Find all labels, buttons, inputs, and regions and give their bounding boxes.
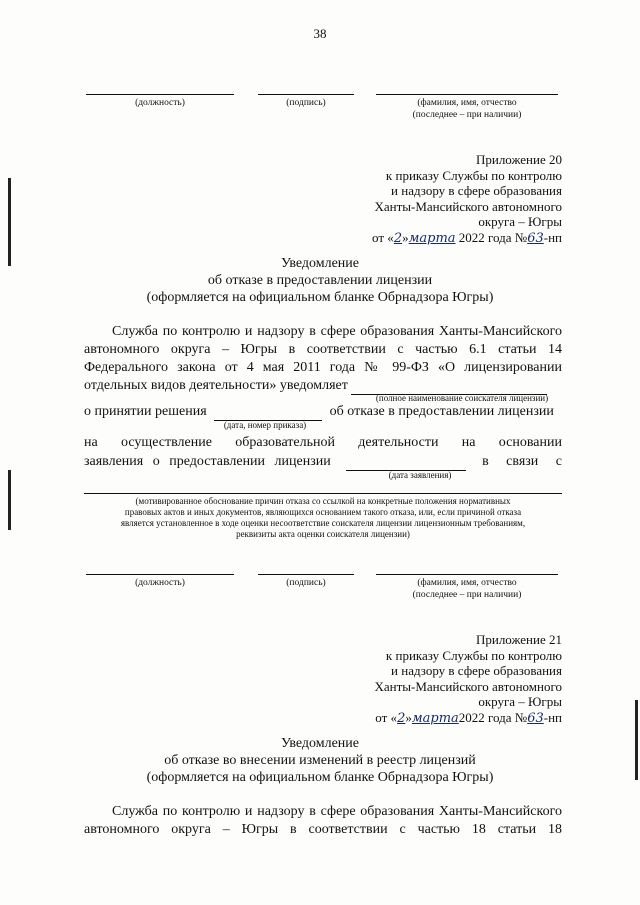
name-line — [376, 94, 558, 95]
appendix-header — [372, 152, 562, 246]
handwritten-month: марта — [408, 230, 456, 246]
handwritten-day: 2 — [393, 230, 403, 246]
appendix-line: и надзору в сфере образования — [391, 663, 562, 678]
appendix-line: Ханты-Мансийского автономного — [374, 678, 562, 694]
appendix-line: к приказу Службы по контролю — [385, 647, 562, 663]
body-line: отдельных видов деятельности» уведомляет — [84, 377, 562, 395]
reason-line — [84, 493, 562, 494]
body-line: автономного округа – Югры в соответствии с частью 6.1 статьи 14 — [84, 342, 562, 357]
notice-title: Уведомление — [280, 736, 359, 751]
notice-form-note: (оформляется на официальном бланке Обрнадзора Югры) — [146, 770, 494, 785]
name-label: (фамилия, имя, отчество — [417, 98, 517, 108]
notice-body — [84, 803, 562, 839]
appendix-line: и надзору в сфере образования — [391, 183, 562, 198]
page-number: 38 — [313, 26, 327, 41]
position-line — [86, 574, 234, 575]
position-line — [86, 94, 234, 95]
notice-subtitle: об отказе в предоставлении лицензии — [207, 273, 433, 288]
appendix-line: округа – Югры — [478, 214, 562, 229]
handwritten-month: марта — [411, 710, 459, 726]
body-line: о принятии решения об отказе в предоставлении лицензии — [84, 404, 554, 419]
signature-line — [258, 94, 354, 95]
appendix-header — [374, 632, 562, 726]
body-line: автономного округа – Югры в соответствии с частью 18 статьи 18 — [84, 822, 562, 837]
applicant-caption: (полное наименование соискателя лицензии) — [375, 393, 549, 403]
notice-form-note: (оформляется на официальном бланке Обрнадзора Югры) — [146, 290, 494, 305]
notice-title: Уведомление — [280, 256, 359, 271]
position-label: (должность) — [135, 98, 185, 108]
position-label: (должность) — [135, 578, 185, 588]
signature-line — [258, 574, 354, 575]
notice-subtitle: об отказе во внесении изменений в реестр лицензий — [164, 753, 476, 768]
body-line: заявления о предоставлении лицензии в связи с — [84, 454, 562, 469]
body-line: на осуществление образовательной деятельности на основании — [84, 435, 562, 450]
body-line: Служба по контролю и надзору в сфере образования Ханты-Мансийского — [112, 804, 562, 819]
name-label-note: (последнее – при наличии) — [412, 590, 522, 600]
application-date-blank — [346, 456, 466, 471]
handwritten-day: 2 — [397, 710, 406, 726]
name-label-note: (последнее – при наличии) — [412, 110, 522, 120]
appendix-date: от «2»марта 2022 года №63-нп — [372, 229, 562, 246]
signature-label: (подпись) — [286, 578, 326, 588]
name-label: (фамилия, имя, отчество — [417, 578, 517, 588]
signature-label: (подпись) — [286, 98, 326, 108]
appendix-line: округа – Югры — [478, 694, 562, 709]
name-line — [376, 574, 558, 575]
appendix-line: Приложение 21 — [475, 632, 562, 647]
order-caption: (дата, номер приказа) — [223, 420, 307, 430]
application-caption: (дата заявления) — [388, 470, 452, 480]
notice-body — [84, 323, 562, 377]
handwritten-number: 63 — [527, 710, 544, 726]
order-blank — [214, 406, 322, 421]
appendix-line: Приложение 20 — [475, 152, 562, 167]
appendix-line: Ханты-Мансийского автономного — [374, 198, 562, 214]
body-line: Служба по контролю и надзору в сфере образования Ханты-Мансийского — [112, 324, 562, 339]
appendix-date: от «2»марта2022 года №63-нп — [375, 709, 562, 726]
handwritten-number: 63 — [527, 230, 544, 246]
appendix-line: к приказу Службы по контролю — [385, 167, 562, 183]
scan-margin-bar — [8, 178, 11, 266]
body-line: Федерального закона от 4 мая 2011 года № 99-ФЗ «О лицензировании — [84, 360, 562, 375]
reason-caption: (мотивированное обоснование причин отказа со ссылкой на конкретные положения нормативных правовых актов и иных документов, являющихся основанием такого отказа, или, если причиной отказа является установленное в ходе оценки несоответствие соискателя лицензии лицензионным требованиям, реквизиты акта оценки соискателя лицензии) — [120, 496, 526, 539]
scan-margin-bar — [8, 470, 11, 530]
